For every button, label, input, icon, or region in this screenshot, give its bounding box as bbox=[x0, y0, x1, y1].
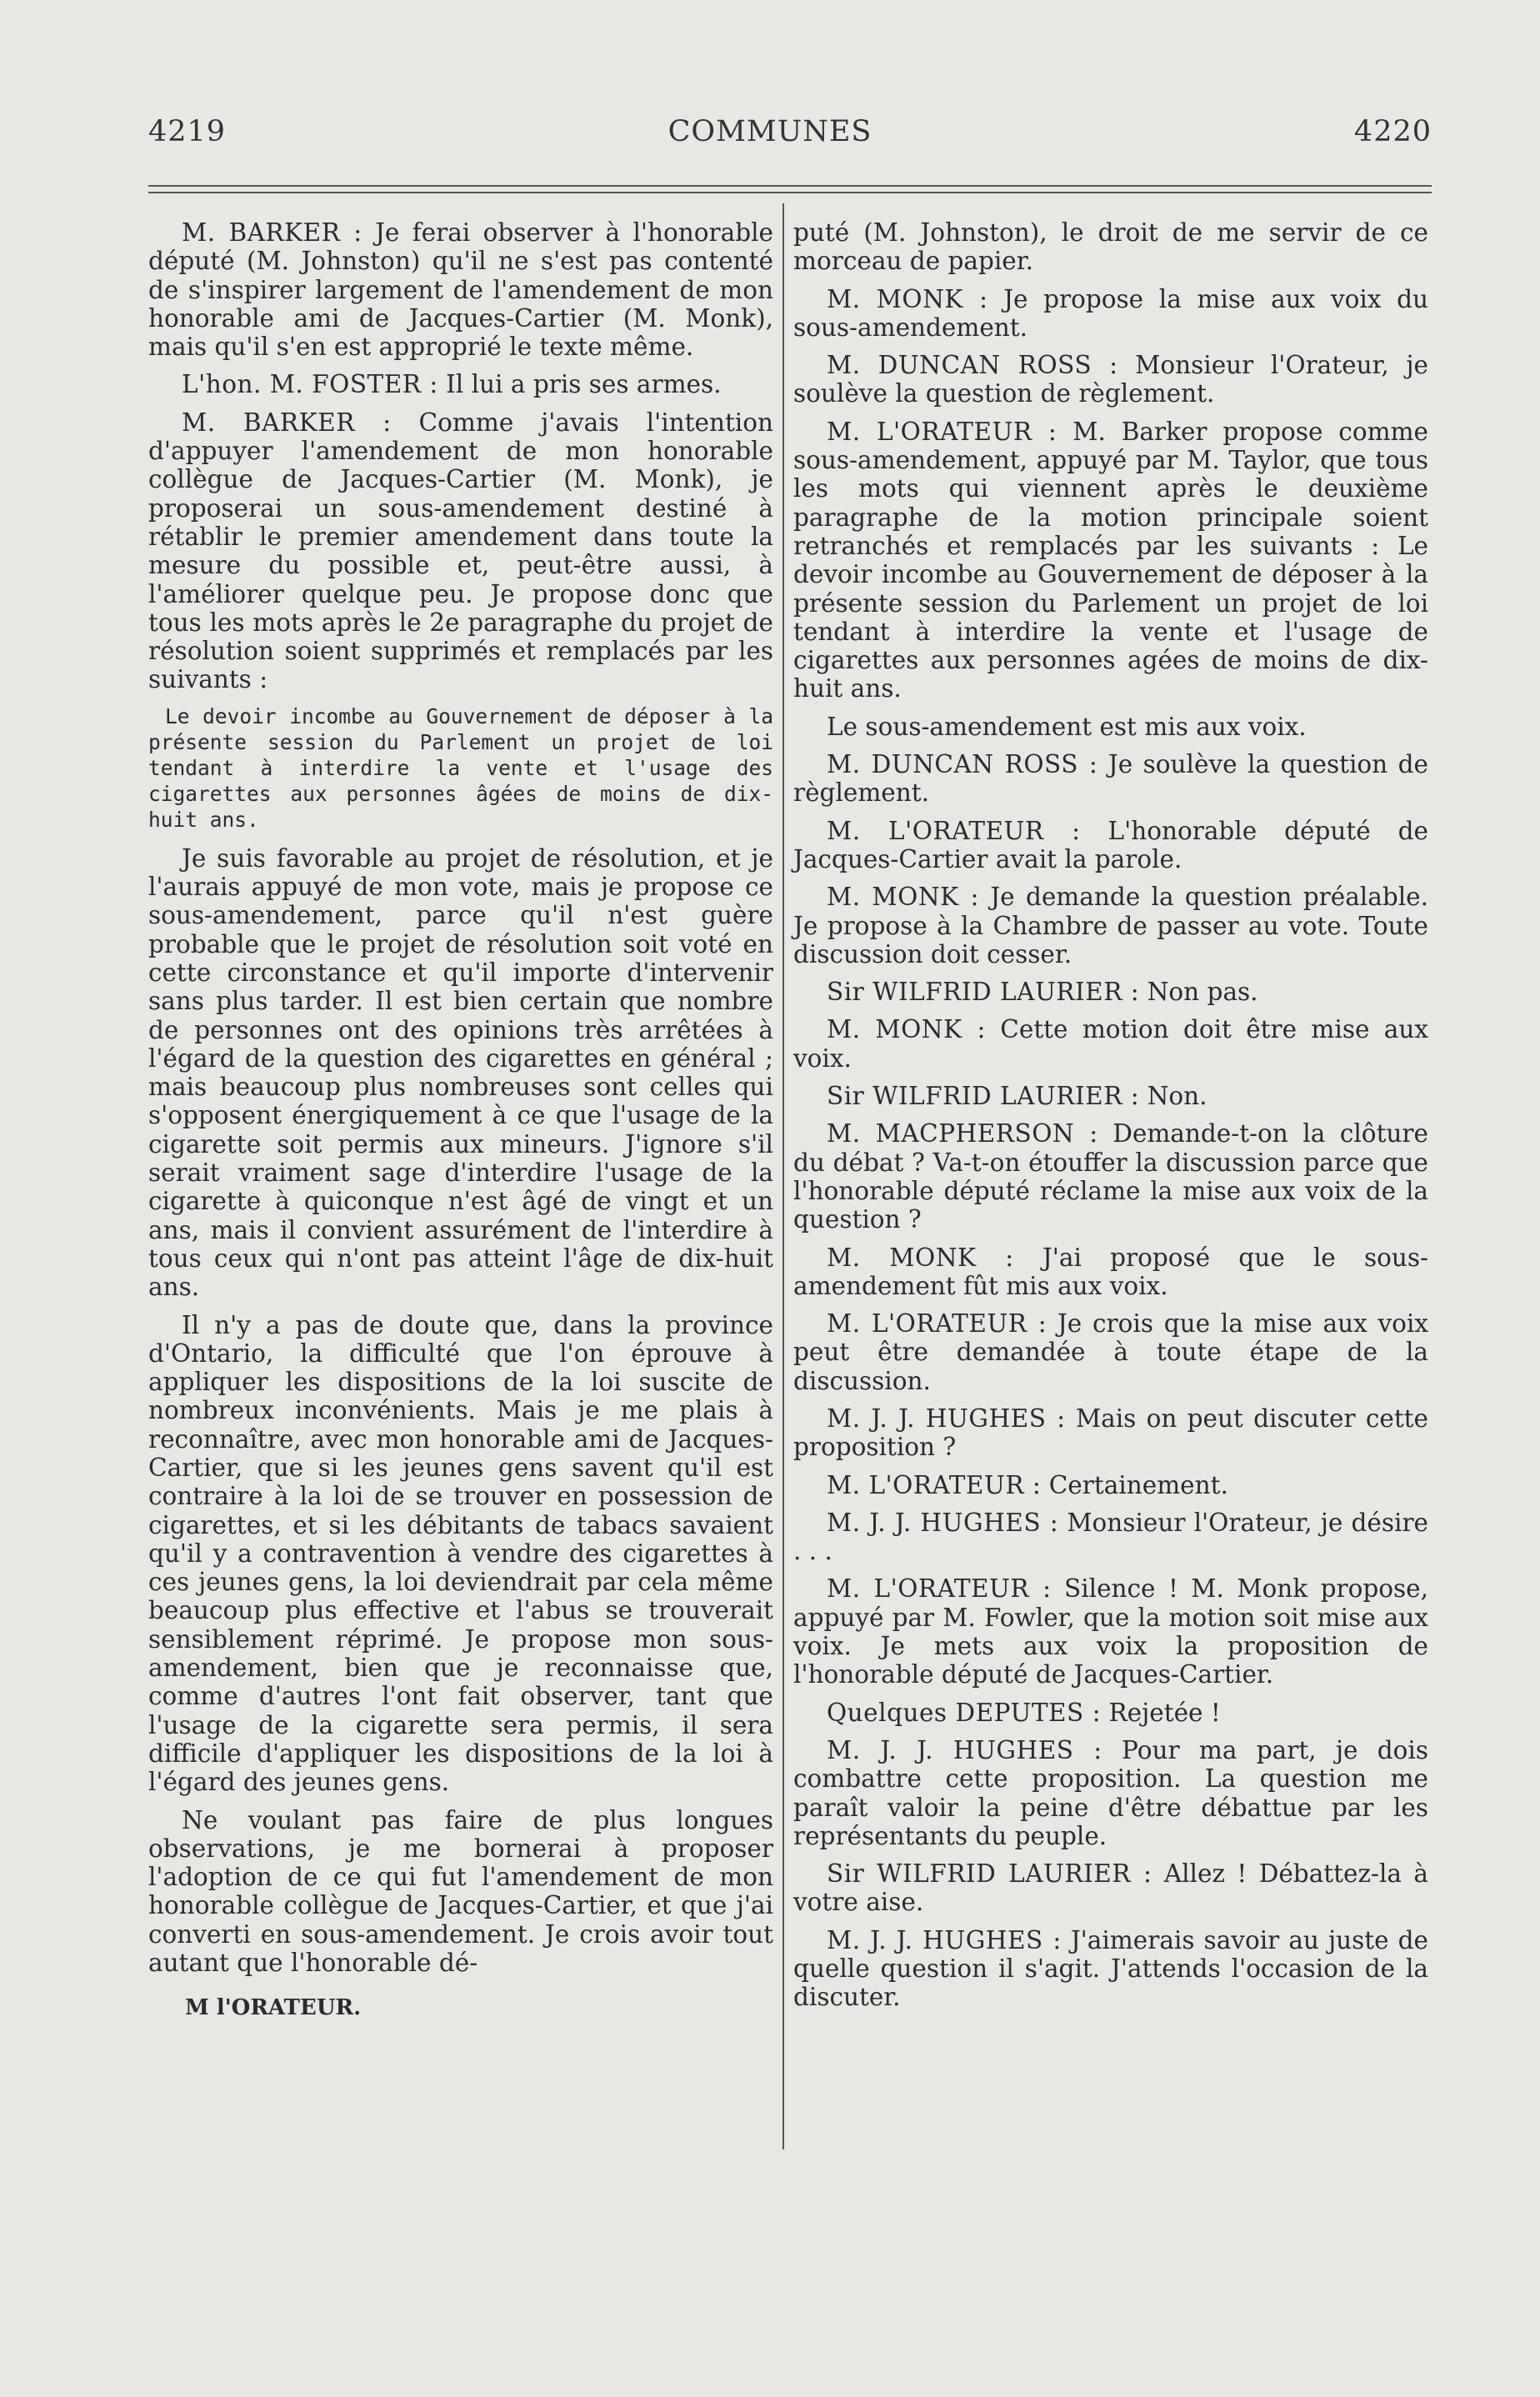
speaker-name: Quelques DEPUTES : bbox=[827, 1698, 1102, 1727]
paragraph-text: Il lui a pris ses armes. bbox=[438, 370, 722, 399]
paragraph-text: M. Barker propose comme sous-amendement, appuyé par M. Taylor, que tous les mots qui viennent après le deuxième paragraphe de la motion principale soient retranchés et remplacés par les suivants : Le devoir incombe au Gouvernement de déposer à la présente session du Parlement un projet de loi tendant à interdire la vente et l'usage de cigarettes aux personnes agées de moins de dix-huit ans. bbox=[793, 417, 1428, 703]
speaker-name: M. J. J. HUGHES : bbox=[827, 1404, 1066, 1433]
paragraph-text: J'ai proposé que le sous-amendement fût mis aux voix. bbox=[793, 1243, 1428, 1300]
paragraph bbox=[148, 218, 773, 361]
paragraph-text: Cette motion doit être mise aux voix. bbox=[793, 1015, 1428, 1073]
speaker-name: M. J. J. HUGHES : bbox=[827, 1735, 1102, 1764]
speaker-name: M. MONK : bbox=[827, 883, 979, 912]
paragraph bbox=[793, 817, 1428, 874]
paragraph-text: Je demande la question préalable. Je propose à la Chambre de passer au vote. Toute discussion doit cesser. bbox=[793, 883, 1428, 968]
page-title: COMMUNES bbox=[668, 115, 872, 148]
paragraph-text: Pour ma part, je dois combattre cette proposition. La question me paraît valoir la peine d'être débattue par les représentants du peuple. bbox=[793, 1735, 1429, 1850]
paragraph bbox=[793, 1309, 1428, 1395]
speaker-name: M. MACPHERSON : bbox=[827, 1119, 1098, 1148]
paragraph bbox=[148, 408, 773, 694]
speaker-name: M. L'ORATEUR : bbox=[827, 816, 1081, 845]
paragraph-text: puté (M. Johnston), le droit de me servir de ce morceau de papier. bbox=[793, 218, 1428, 276]
speaker-name: M. MONK : bbox=[827, 1015, 986, 1044]
paragraph bbox=[793, 978, 1428, 1006]
paragraph-text: Comme j'avais l'intention d'appuyer l'amendement de mon honorable collègue de Jacques-Cartier (M. Monk), je proposerai un sous-amendement destiné à rétablir le premier amendement dans toute la mesure du possible et, peut-être aussi, à l'améliorer quelque peu. Je propose donc que tous les mots après le 2e paragraphe du projet de résolution soient supprimés et remplacés par les suivants : bbox=[148, 408, 773, 694]
speaker-name: M. DUNCAN ROSS : bbox=[827, 351, 1118, 380]
speaker-name: M. L'ORATEUR : bbox=[827, 1309, 1048, 1339]
paragraph-text: Certainement. bbox=[1041, 1470, 1228, 1499]
paragraph-text: Ne voulant pas faire de plus longues observations, je me bornerai à proposer l'adoption de ce qui fut l'amendement de mon honorable collègue de Jacques-Cartier, et que j'ai converti en sous-amendement. Je crois avoir tout autant que l'honorable dé- bbox=[148, 1805, 773, 1978]
speaker-name: Sir WILFRID LAURIER : bbox=[827, 1082, 1140, 1111]
header-rule-top bbox=[148, 185, 1432, 187]
paragraph-text: Je suis favorable au projet de résolution, et je l'aurais appuyé de mon vote, mais je propose ce sous-amendement, parce qu'il n'est guère probable que le projet de résolution soit voté en cette circonstance et qu'il importe d'intervenir sans plus tarder. Il est bien certain que nombre de personnes ont des opinions très arrêtées à l'égard de la question des cigarettes en général ; mais beaucoup plus nombreuses sont celles qui s'opposent énergiquement à ce que l'usage de la cigarette soit permis aux mineurs. J'ignore s'il serait vraiment sage d'interdire l'usage de la cigarette à quiconque n'est âgé de vingt et un ans, mais il convient assurément de l'interdire à tous ceux qui n'ont pas atteint l'âge de dix-huit ans. bbox=[148, 843, 773, 1302]
paragraph bbox=[793, 351, 1428, 408]
quoted-motion: Le devoir incombe au Gouvernement de déposer à la présente session du Parlement un projet de loi tendant à interdire la vente et l'usage des cigarettes aux personnes âgées de moins de dix-huit ans. bbox=[148, 703, 773, 832]
paragraph-text: L'honorable député de Jacques-Cartier avait la parole. bbox=[793, 816, 1428, 873]
speaker-name: M. J. J. HUGHES : bbox=[827, 1925, 1062, 1954]
paragraph bbox=[793, 1404, 1428, 1462]
paragraph bbox=[793, 1082, 1428, 1110]
paragraph-text: Il n'y a pas de doute que, dans la province d'Ontario, la difficulté que l'on éprouve à appliquer les dispositions de la loi suscite de nombreux inconvénients. Mais je me plais à reconnaître, avec mon honorable ami de Jacques-Cartier, que si les jeunes gens savent qu'il est contraire à la loi de se trouver en possession de cigarettes, et si les débitants de tabacs savaient qu'il y a contravention à vendre des cigarettes à ces jeunes gens, la loi deviendrait par cela même beaucoup plus effective et l'abus se trouverait sensiblement réprimé. Je propose mon sous-amendement, bien que je reconnaisse que, comme d'autres l'ont fait observer, tant que l'usage de la cigarette sera permis, il sera difficile d'appliquer les dispositions de la loi à l'égard des jeunes gens. bbox=[148, 1310, 773, 1797]
paragraph-text: Silence ! M. Monk propose, appuyé par M. Fowler, que la motion soit mise aux voix. Je mets aux voix la proposition de l'honorable député de Jacques-Cartier. bbox=[793, 1574, 1429, 1689]
paragraph-text: Rejetée ! bbox=[1101, 1698, 1221, 1727]
paragraph-text: Je ferai observer à l'honorable député (M. Johnston) qu'il ne s'est pas contenté de s'inspirer largement de l'amendement de mon honorable ami de Jacques-Cartier (M. Monk), mais qu'il s'en est approprié le texte même. bbox=[148, 218, 774, 362]
speaker-name: M. DUNCAN ROSS : bbox=[827, 750, 1098, 779]
speaker-name: M. BARKER : bbox=[182, 408, 392, 437]
paragraph bbox=[793, 1574, 1428, 1689]
speaker-name: M. J. J. HUGHES : bbox=[827, 1508, 1059, 1537]
paragraph bbox=[793, 1926, 1428, 2012]
paragraph bbox=[793, 1015, 1428, 1073]
paragraph-text: Non. bbox=[1139, 1082, 1208, 1111]
paragraph-text: Mais on peut discuter cette proposition ? bbox=[793, 1404, 1428, 1462]
speaker-name: Sir WILFRID LAURIER : bbox=[827, 1859, 1152, 1889]
paragraph bbox=[793, 218, 1428, 276]
paragraph bbox=[793, 1119, 1428, 1234]
paragraph-text: Demande-t-on la clôture du débat ? Va-t-on étouffer la discussion parce que l'honorable député réclame la mise aux voix de la question ? bbox=[793, 1119, 1428, 1234]
page-number-right: 4220 bbox=[1353, 115, 1432, 148]
paragraph bbox=[148, 370, 773, 398]
paragraph bbox=[148, 1806, 773, 1978]
speaker-name: M. MONK : bbox=[827, 1243, 1014, 1272]
paragraph-text: Monsieur l'Orateur, je soulève la question de règlement. bbox=[793, 351, 1428, 408]
speaker-name: M. BARKER : bbox=[182, 218, 362, 247]
speaker-name: M. L'ORATEUR : bbox=[827, 1470, 1042, 1499]
column-divider bbox=[782, 203, 784, 2149]
speaker-name: M. L'ORATEUR : bbox=[827, 1574, 1052, 1604]
paragraph bbox=[793, 1736, 1428, 1850]
paragraph bbox=[793, 1471, 1428, 1499]
paragraph bbox=[793, 713, 1428, 741]
paragraph bbox=[148, 844, 773, 1302]
speaker-name: M. L'ORATEUR : bbox=[827, 417, 1058, 446]
page-number-left: 4219 bbox=[148, 115, 227, 148]
speaker-name: L'hon. M. FOSTER : bbox=[182, 370, 438, 399]
paragraph bbox=[793, 285, 1428, 343]
paragraph-text: Je crois que la mise aux voix peut être demandée à toute étape de la discussion. bbox=[793, 1309, 1428, 1395]
paragraph bbox=[793, 1859, 1428, 1917]
speaker-name: Sir WILFRID LAURIER : bbox=[827, 978, 1140, 1007]
paragraph-text: Non pas. bbox=[1139, 978, 1258, 1007]
paragraph bbox=[148, 1311, 773, 1797]
paragraph-text: Je propose la mise aux voix du sous-amendement. bbox=[793, 284, 1428, 342]
paragraph-text: Le sous-amendement est mis aux voix. bbox=[827, 712, 1307, 741]
left-column bbox=[148, 218, 773, 2032]
paragraph bbox=[793, 750, 1428, 808]
paragraph bbox=[793, 1244, 1428, 1301]
paragraph bbox=[793, 1699, 1428, 1727]
paragraph bbox=[793, 418, 1428, 703]
speaker-name: M. MONK : bbox=[827, 284, 988, 313]
paragraph-text: J'aimerais savoir au juste de quelle question il s'agit. J'attends l'occasion de la discuter. bbox=[793, 1925, 1428, 2012]
paragraph bbox=[793, 1509, 1428, 1566]
paragraph-text: Je soulève la question de règlement. bbox=[793, 750, 1428, 808]
header-rule-bottom bbox=[148, 192, 1432, 193]
paragraph bbox=[793, 883, 1428, 968]
paragraph-text: Allez ! Débattez-la à votre aise. bbox=[793, 1859, 1428, 1917]
paragraph-text: Monsieur l'Orateur, je désire . . . bbox=[793, 1508, 1429, 1566]
speaker-signature: M l'ORATEUR. bbox=[185, 1995, 362, 2021]
right-column bbox=[793, 218, 1428, 2021]
